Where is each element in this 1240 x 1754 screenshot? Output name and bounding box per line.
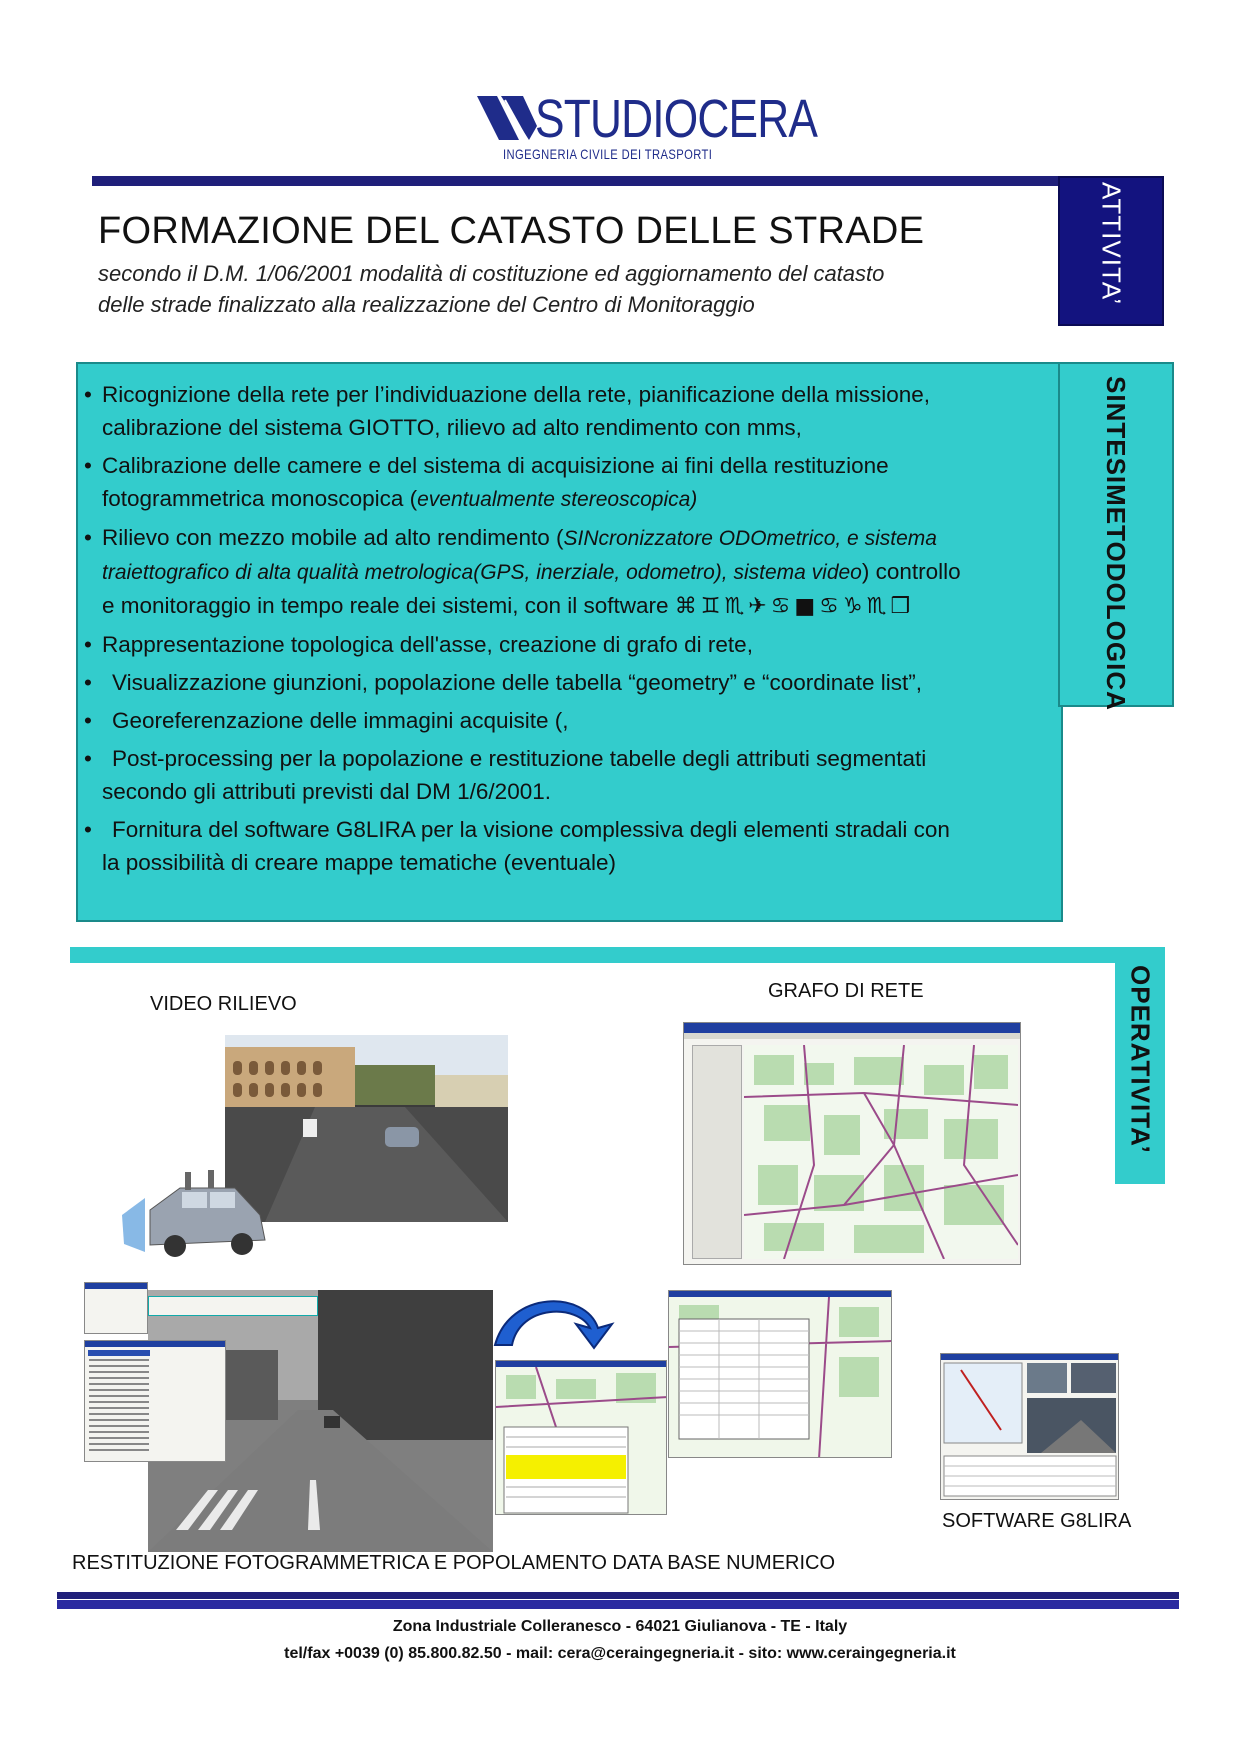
window-titlebar [85,1283,147,1289]
attribute-list-window [84,1340,226,1462]
list-item [82,704,1042,737]
list-item [82,378,1042,444]
bullet-2-line-2 [102,482,1042,516]
map-data-table-screenshot [668,1290,892,1458]
page-title: FORMAZIONE DEL CATASTO DELLE STRADE [98,210,925,252]
curved-arrow-icon [490,1290,620,1350]
tab-sintesi-metodologica [1058,362,1174,711]
list-item [82,666,1042,699]
list-item [82,628,1042,661]
caption-software-g8lira: SOFTWARE G8LIRA [942,1510,1132,1532]
bullet-3-line-1 [102,521,1042,555]
tab-sintesi-word-2: METODOLOGICA [1101,484,1131,711]
map-with-table-screenshot [495,1360,667,1515]
operativita-rule [70,947,1163,963]
list-item [82,449,1042,516]
subtitle-line-1: secondo il D.M. 1/06/2001 modalità di costituzione ed aggiornamento del catasto [98,261,885,286]
tab-attivita [1058,176,1164,326]
grafo-di-rete-screenshot [683,1022,1021,1265]
bullet-2-italic: eventualmente stereoscopica) [417,488,698,511]
car-icon [120,1160,270,1260]
survey-vehicle-illustration [120,1160,270,1260]
map-data-image [669,1297,892,1458]
studiocera-logo [475,88,818,170]
footer-contacts: tel/fax +0039 (0) 85.800.82.50 - mail: cera@ceraingegneria.it - sito: www.ceraingegneria.it [284,1645,956,1662]
bullet-7-line-2: secondo gli attributi previsti dal DM 1/6/2001. [102,779,551,804]
footer-address: Zona Industriale Colleranesco - 64021 Giulianova - TE - Italy [392,1618,848,1635]
bullet-3-italic-2: traiettografico di alta qualità metrologica(GPS, inerziale, odometro), sistema video [102,561,862,584]
caption-grafo-di-rete: GRAFO DI RETE [768,980,924,1002]
bullet-3-text-2: ) controllo [861,559,961,584]
tab-sintesi-label [1096,364,1136,711]
bullet-8-line-2: la possibilità di creare mappe tematiche (eventuale) [102,850,617,875]
logo-brand-text: STUDIOCERA [535,89,818,149]
bullet-4: • Rappresentazione topologica dell'asse, creazione di grafo di rete, [102,632,753,657]
page-subtitle [98,258,1018,320]
bullet-3-line-3 [102,589,1042,623]
bullet-3-italic-1: SINcronizzatore ODOmetrico, e sistema [563,527,937,550]
map-table-image [496,1367,667,1515]
attribute-dialog-small [84,1282,148,1334]
window-titlebar [684,1023,1020,1033]
top-rule [92,176,1067,186]
bullet-2-line-1: • Calibrazione delle camere e del sistema di acquisizione ai fini della restituzione [102,453,889,478]
list-item [82,521,1042,623]
subtitle-line-2: delle strade finalizzato alla realizzazione del Centro di Monitoraggio [98,292,755,317]
software-g8lira-screenshot [940,1353,1119,1500]
bullet-2-text: fotogrammetrica monoscopica ( [102,486,418,511]
g8lira-interface-image [941,1360,1119,1500]
bullet-6: • Georeferenzazione delle immagini acquisite (, [112,708,569,733]
caption-video-rilievo: VIDEO RILIEVO [150,993,297,1015]
bullet-3-text: Rilievo con mezzo mobile ad alto rendimento ( [102,525,564,550]
attribute-list-rows [85,1347,226,1461]
road-network-map [744,1045,1018,1259]
bullet-8-line-1: • Fornitura del software G8LIRA per la visione complessiva degli elementi stradali con [112,817,950,842]
segment-attributes-bar [148,1296,318,1316]
tab-attivita-label: ATTIVITA’ [1096,182,1127,306]
bullet-3-line-2 [102,555,1042,589]
bullet-5: • Visualizzazione giunzioni, popolazione delle tabella “geometry” e “coordinate list”, [112,670,923,695]
list-item [82,742,1042,808]
tab-sintesi-word-1: SINTESI [1101,376,1131,485]
bullet-7-line-1: • Post-processing per la popolazione e restituzione tabelle degli attributi segmentati [112,746,927,771]
software-name-dingbats: ⌘♊♏✈♋■♋♑♏❒ [674,594,915,619]
tab-operativita-label: OPERATIVITA’ [1125,965,1156,1154]
tab-operativita [1115,947,1165,1184]
footer-rule-bottom [57,1600,1179,1609]
footer-rule-top [57,1592,1179,1599]
layer-panel [692,1045,742,1259]
logo-mark-icon [475,92,537,144]
methodology-list [82,378,1042,884]
window-menubar [684,1033,1020,1039]
caption-restituzione: RESTITUZIONE FOTOGRAMMETRICA E POPOLAMENTO DATA BASE NUMERICO [72,1552,836,1574]
logo-tagline: INGEGNERIA CIVILE DEI TRASPORTI [503,146,713,162]
bullet-1-line-2: calibrazione del sistema GIOTTO, rilievo ad alto rendimento con mms, [102,415,802,440]
bullet-1-line-1: • Ricognizione della rete per l’individuazione della rete, pianificazione della missione, [102,382,930,407]
bullet-3-text-3: e monitoraggio in tempo reale dei sistemi, con il software [102,593,675,618]
list-item [82,813,1042,879]
